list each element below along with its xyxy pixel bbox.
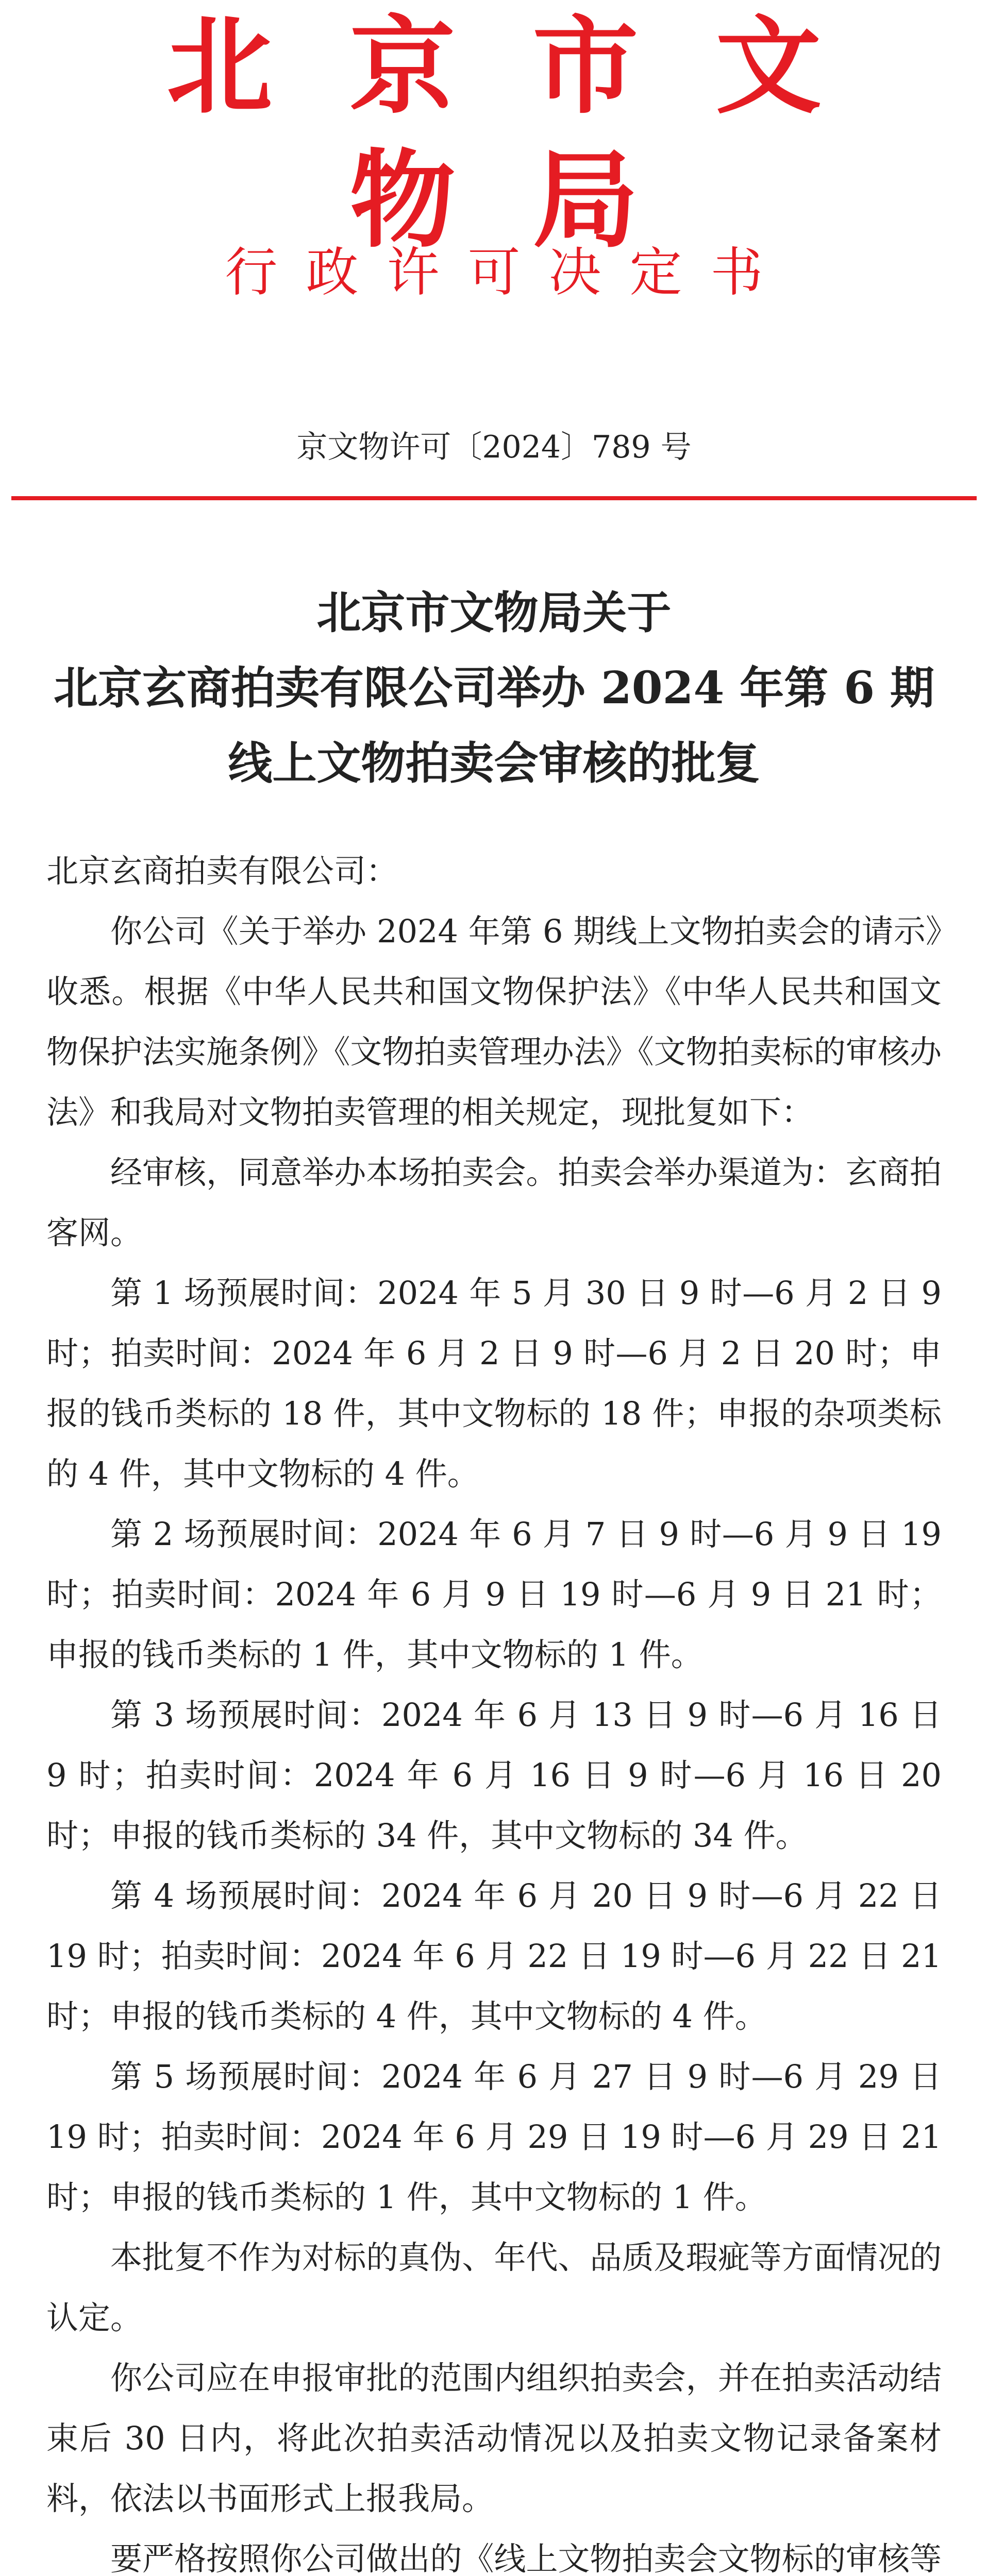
body-paragraph: 要严格按照你公司做出的《线上文物拍卖会文物标的审核等	[110, 2540, 942, 2576]
body-paragraph: 第 1 场预展时间：2024 年 5 月 30 日 9 时—6 月 2 日 9 时；拍卖时间：2024 年 6 月 2 日 9 时—6 月 2 日 20 时；申报的钱币类标的 18 件，其中文物标的 18 件；申报的杂项类标的 4 件，其中文物标的 4 件。	[46, 1274, 942, 1493]
document-number: 京文物许可〔2024〕789 号	[296, 429, 692, 465]
issuing-authority-header: 北京市文物局	[166, 6, 899, 262]
body-paragraph: 本批复不作为对标的真伪、年代、品质及瑕疵等方面情况的认定。	[46, 2239, 942, 2336]
body-paragraph: 第 2 场预展时间：2024 年 6 月 7 日 9 时—6 月 9 日 19 时；拍卖时间：2024 年 6 月 9 日 19 时—6 月 9 日 21 时；申报的钱币类标的 1 件，其中文物标的 1 件。	[46, 1515, 942, 1673]
document-type-heading: 行政许可决定书	[225, 242, 792, 303]
title-line-2: 北京玄商拍卖有限公司举办 2024 年第 6 期	[54, 662, 934, 714]
body-paragraph: 你公司《关于举办 2024 年第 6 期线上文物拍卖会的请示》收悉。根据《中华人民共和国文物保护法》《中华人民共和国文物保护法实施条例》《文物拍卖管理办法》《文物拍卖标的审核办法》和我局对文物拍卖管理的相关规定，现批复如下：	[46, 912, 942, 1131]
body-paragraph: 经审核，同意举办本场拍卖会。拍卖会举办渠道为：玄商拍客网。	[46, 1154, 942, 1251]
title-line-3: 线上文物拍卖会审核的批复	[228, 737, 760, 789]
document-title	[0, 575, 988, 801]
title-line-1: 北京市文物局关于	[316, 587, 672, 639]
document-body	[46, 841, 942, 2576]
addressee: 北京玄商拍卖有限公司：	[46, 852, 398, 890]
body-paragraph: 第 3 场预展时间：2024 年 6 月 13 日 9 时—6 月 16 日 9 时；拍卖时间：2024 年 6 月 16 日 9 时—6 月 16 日 20 时；申报的钱币类标的 34 件，其中文物标的 34 件。	[46, 1696, 942, 1854]
body-paragraph: 你公司应在申报审批的范围内组织拍卖会，并在拍卖活动结束后 30 日内，将此次拍卖活动情况以及拍卖文物记录备案材料，依法以书面形式上报我局。	[46, 2359, 942, 2517]
red-divider-line	[11, 496, 977, 500]
body-paragraph: 第 4 场预展时间：2024 年 6 月 20 日 9 时—6 月 22 日 19 时；拍卖时间：2024 年 6 月 22 日 19 时—6 月 22 日 21 时；申报的钱币类标的 4 件，其中文物标的 4 件。	[46, 1877, 942, 2035]
body-paragraph: 第 5 场预展时间：2024 年 6 月 27 日 9 时—6 月 29 日 19 时；拍卖时间：2024 年 6 月 29 日 19 时—6 月 29 日 21 时；申报的钱币类标的 1 件，其中文物标的 1 件。	[46, 2058, 942, 2216]
